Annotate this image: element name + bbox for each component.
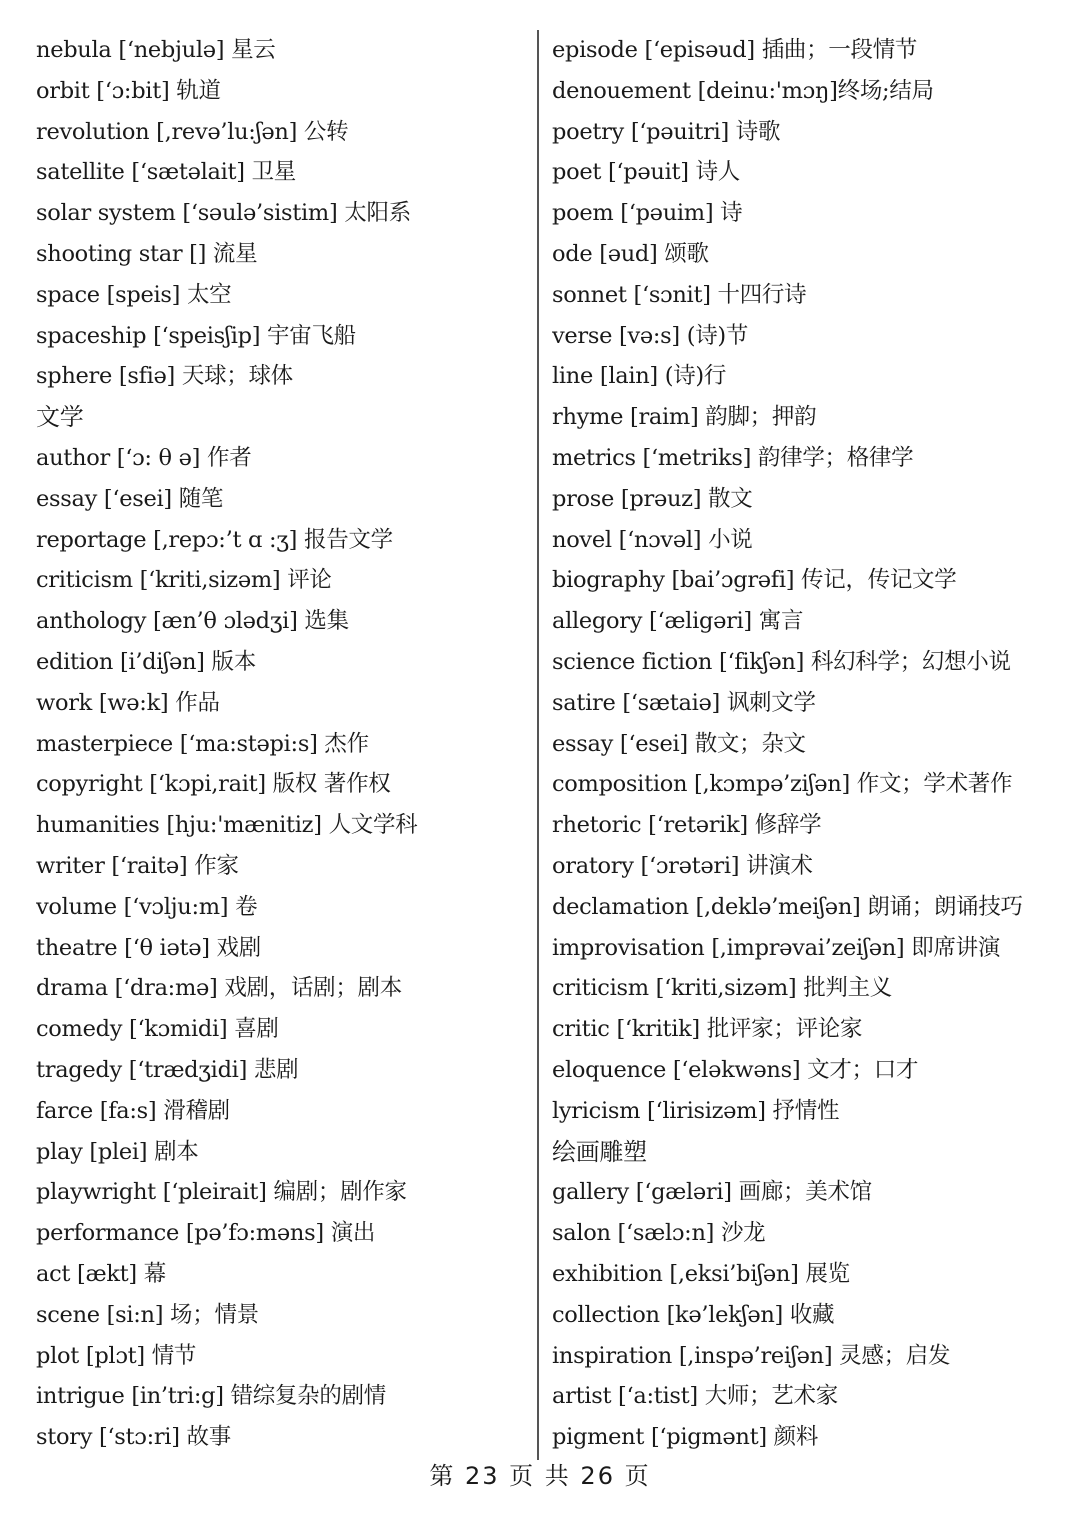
vocab-entry: edition [i’diʃən] 版本 xyxy=(36,648,256,675)
section-heading: 文学 xyxy=(36,403,84,432)
vocab-entry: anthology [æn’θ ɔlədʒi] 选集 xyxy=(36,608,349,635)
vocab-entry: criticism [‘kriti,sizəm] 评论 xyxy=(36,567,332,594)
vocab-entry: act [ækt] 幕 xyxy=(36,1260,166,1287)
vocab-entry: scene [si:n] 场；情景 xyxy=(36,1301,259,1328)
vocab-entry: essay [‘esei] 随笔 xyxy=(36,485,224,512)
vocab-entry: exhibition [,eksi’biʃən] 展览 xyxy=(552,1260,850,1287)
vocab-entry: orbit [‘ɔ:bit] 轨道 xyxy=(36,77,221,104)
vocab-entry: satellite [‘sætəlait] 卫星 xyxy=(36,159,296,186)
vocab-entry: sonnet [‘sɔnit] 十四行诗 xyxy=(552,281,807,308)
column-divider xyxy=(537,30,539,1460)
vocab-entry: spaceship [‘speisʃip] 宇宙飞船 xyxy=(36,322,356,349)
vocab-entry: improvisation [,imprəvai’zeiʃən] 即席讲演 xyxy=(552,934,1001,961)
vocab-entry: criticism [‘kriti,sizəm] 批判主义 xyxy=(552,975,893,1002)
vocab-entry: sphere [sfiə] 天球；球体 xyxy=(36,363,293,390)
vocab-entry: intrigue [in’tri:g] 错综复杂的剧情 xyxy=(36,1383,386,1410)
vocab-entry: prose [prəuz] 散文 xyxy=(552,485,753,512)
vocab-entry: allegory [‘æligəri] 寓言 xyxy=(552,608,804,635)
vocab-entry: gallery [‘gæləri] 画廊；美术馆 xyxy=(552,1179,872,1206)
vocab-entry: biography [bai’ɔgrəfi] 传记，传记文学 xyxy=(552,567,957,594)
vocab-entry: humanities [hju:'mænitiz] 人文学科 xyxy=(36,812,418,839)
section-heading: 绘画雕塑 xyxy=(552,1137,647,1166)
vocab-entry: masterpiece [‘ma:stəpi:s] 杰作 xyxy=(36,730,369,757)
right-column xyxy=(552,30,1052,1458)
vocab-entry: poet [‘pəuit] 诗人 xyxy=(552,159,740,186)
vocab-entry: novel [‘nɔvəl] 小说 xyxy=(552,526,753,553)
vocab-entry: satire [‘sætaiə] 讽刺文学 xyxy=(552,689,816,716)
vocab-entry: critic [‘kritik] 批评家；评论家 xyxy=(552,1016,863,1043)
vocab-entry: episode [‘episəud] 插曲；一段情节 xyxy=(552,37,918,63)
vocab-entry: solar system [‘səulə’sistim] 太阳系 xyxy=(36,200,411,227)
vocab-entry: poem [‘pəuim] 诗 xyxy=(552,200,743,227)
vocab-entry: theatre [‘θ iətə] 戏剧 xyxy=(36,934,261,961)
vocab-entry: artist [‘a:tist] 大师；艺术家 xyxy=(552,1383,838,1410)
vocab-entry: ode [əud] 颂歌 xyxy=(552,240,709,267)
vocab-entry: lyricism [‘lirisizəm] 抒情性 xyxy=(552,1097,840,1124)
left-column xyxy=(36,30,536,1458)
vocab-entry: writer [‘raitə] 作家 xyxy=(36,852,239,879)
vocab-entry: farce [fa:s] 滑稽剧 xyxy=(36,1097,230,1124)
vocab-entry: revolution [,revə’lu:ʃən] 公转 xyxy=(36,118,349,145)
vocab-entry: collection [kə’lekʃən] 收藏 xyxy=(552,1301,835,1328)
vocab-entry: oratory [‘ɔrətəri] 讲演术 xyxy=(552,852,813,879)
vocab-entry: poetry [‘pəuitri] 诗歌 xyxy=(552,118,781,145)
vocab-entry: science fiction [‘fikʃən] 科幻科学；幻想小说 xyxy=(552,648,1011,675)
vocab-entry: denouement [deinu:'mɔŋ]终场;结局 xyxy=(552,77,934,104)
vocab-entry: tragedy [‘trædʒidi] 悲剧 xyxy=(36,1056,299,1083)
vocab-entry: metrics [‘metriks] 韵律学；格律学 xyxy=(552,444,914,471)
vocab-entry: comedy [‘kɔmidi] 喜剧 xyxy=(36,1016,279,1043)
vocab-entry: eloquence [‘eləkwəns] 文才；口才 xyxy=(552,1056,919,1083)
vocab-entry: author [‘ɔ: θ ə] 作者 xyxy=(36,444,252,471)
vocab-entry: line [lain] (诗)行 xyxy=(552,363,727,390)
vocab-entry: volume [‘vɔlju:m] 卷 xyxy=(36,893,258,920)
vocab-entry: performance [pə’fɔ:məns] 演出 xyxy=(36,1220,376,1247)
vocab-entry: declamation [,deklə’meiʃən] 朗诵；朗诵技巧 xyxy=(552,893,1023,920)
vocab-entry: plot [plɔt] 情节 xyxy=(36,1342,197,1369)
vocab-entry: space [speis] 太空 xyxy=(36,281,232,308)
vocab-entry: work [wə:k] 作品 xyxy=(36,689,220,716)
vocab-entry: pigment [‘pigmənt] 颜料 xyxy=(552,1424,819,1451)
vocab-entry: drama [‘dra:mə] 戏剧，话剧；剧本 xyxy=(36,975,402,1002)
vocab-entry: play [plei] 剧本 xyxy=(36,1138,199,1165)
vocab-entry: composition [,kɔmpə’ziʃən] 作文；学术著作 xyxy=(552,771,1013,798)
vocab-entry: salon [‘sælɔ:n] 沙龙 xyxy=(552,1220,766,1247)
vocab-entry: essay [‘esei] 散文；杂文 xyxy=(552,730,806,757)
vocab-entry: reportage [,repɔ:’t ɑ :ʒ] 报告文学 xyxy=(36,526,393,553)
vocab-entry: copyright [‘kɔpi,rait] 版权 著作权 xyxy=(36,771,391,798)
vocab-entry: nebula [‘nebjulə] 星云 xyxy=(36,37,276,63)
vocab-entry: rhyme [raim] 韵脚；押韵 xyxy=(552,404,817,431)
vocab-entry: verse [və:s] (诗)节 xyxy=(552,322,749,349)
page-number-footer: 第 23 页 共 26 页 xyxy=(429,1462,651,1490)
vocab-entry: rhetoric [‘retərik] 修辞学 xyxy=(552,812,822,839)
vocab-entry: story [‘stɔ:ri] 故事 xyxy=(36,1424,231,1451)
vocab-entry: inspiration [,inspə’reiʃən] 灵感；启发 xyxy=(552,1342,951,1369)
vocab-entry: playwright [‘pleirait] 编剧；剧作家 xyxy=(36,1179,407,1206)
vocab-entry: shooting star [] 流星 xyxy=(36,240,258,267)
